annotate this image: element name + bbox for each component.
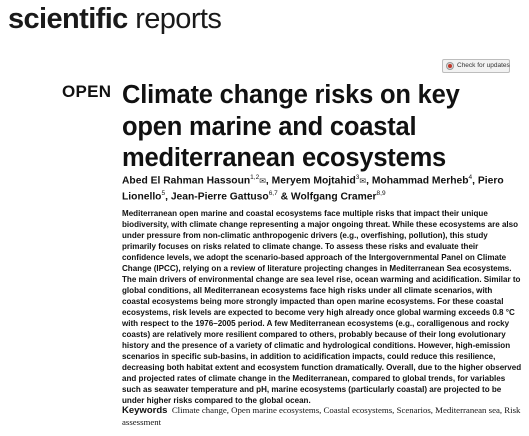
author-separator: & bbox=[277, 191, 291, 203]
journal-logo-light: reports bbox=[135, 3, 222, 35]
author-name[interactable]: Piero Lionello bbox=[122, 175, 504, 203]
author-name[interactable]: Abed El Rahman Hassoun bbox=[122, 175, 251, 187]
author-name[interactable]: Wolfgang Cramer bbox=[290, 191, 377, 203]
author-separator: , bbox=[265, 175, 272, 187]
author-affiliation[interactable]: 1,2 bbox=[250, 174, 260, 181]
author-separator: , bbox=[366, 175, 372, 187]
author-affiliation[interactable]: 4 bbox=[468, 174, 473, 181]
author-name[interactable]: Jean-Pierre Gattuso bbox=[170, 191, 269, 203]
author-affiliation[interactable]: 5 bbox=[161, 190, 166, 198]
keywords-list: Climate change, Open marine ecosystems, Coastal ecosystems, Scenarios, Mediterranean sea, Risk assessment bbox=[122, 405, 521, 427]
author-separator: , bbox=[165, 191, 171, 203]
author-name[interactable]: Meryem Mojtahid bbox=[271, 175, 356, 187]
email-envelope-icon[interactable]: ✉ bbox=[359, 176, 367, 186]
author-separator: , bbox=[472, 175, 478, 187]
open-access-label: OPEN bbox=[62, 82, 112, 101]
author-name[interactable]: Mohammad Merheb bbox=[371, 175, 469, 187]
check-for-updates-button[interactable] bbox=[442, 59, 510, 73]
check-updates-icon bbox=[446, 62, 454, 70]
keywords-section bbox=[122, 405, 524, 428]
email-envelope-icon[interactable]: ✉ bbox=[259, 176, 266, 186]
journal-logo-bold: scientific bbox=[8, 3, 128, 35]
author-affiliation[interactable]: 8,9 bbox=[376, 190, 386, 198]
abstract: Mediterranean open marine and coastal ecosystems face multiple risks that impact their unique biodiversity, with climate change representing a major ongoing threat. While these ecosystems are also under pressure from non-climatic anthropogenic drivers (e.g., overfishing, pollution), this study primarily focuses on risks related to climate change. To assess these risks and evaluate their confidence levels, we adopt the scenario-based approach of the Intergovernmental Panel on Climate Change (IPCC), relying on a review of literature projecting changes in Mediterranean Sea ecosystems. The main drivers of environmental change are sea level rise, ocean warming and acidification. Similar to global conditions, all Mediterranean ecosystems face high risks under all climate scenarios, with coastal ecosystems being more strongly impacted than open marine ecosystems. For these coastal ecosystems, risk levels are expected to become very high already once global warming exceeds 0.8 °C with respect to the 1976–2005 period. A few Mediterranean ecosystems (e.g., coralligenous and rocky coasts) are relatively more resilient compared to others, probably because of their long evolutionary history and the presence of a variety of climatic and hydrological conditions. However, high-emission scenarios in specific sub-basins, in addition to acidification impacts, could reduce this resilience, decreasing both habitat extent and ecosystem function dramatically. Overall, due to the higher observed and projected rates of climate change in the Mediterranean, compared to global trends, for variables such as seawater temperature and pH, marine ecosystems (particularly coastal) are projected to be under higher risks compared to the global ocean. bbox=[122, 209, 522, 405]
author-affiliation[interactable]: 6,7 bbox=[268, 190, 278, 198]
journal-logo[interactable] bbox=[8, 2, 221, 36]
keywords-label: Keywords bbox=[122, 405, 168, 416]
article-title: Climate change risks on key open marine and coastal mediterranean ecosystems bbox=[122, 81, 460, 172]
author-list bbox=[122, 171, 522, 204]
author-affiliation[interactable]: 3 bbox=[355, 174, 360, 181]
check-for-updates-label: Check for updates bbox=[457, 62, 510, 69]
